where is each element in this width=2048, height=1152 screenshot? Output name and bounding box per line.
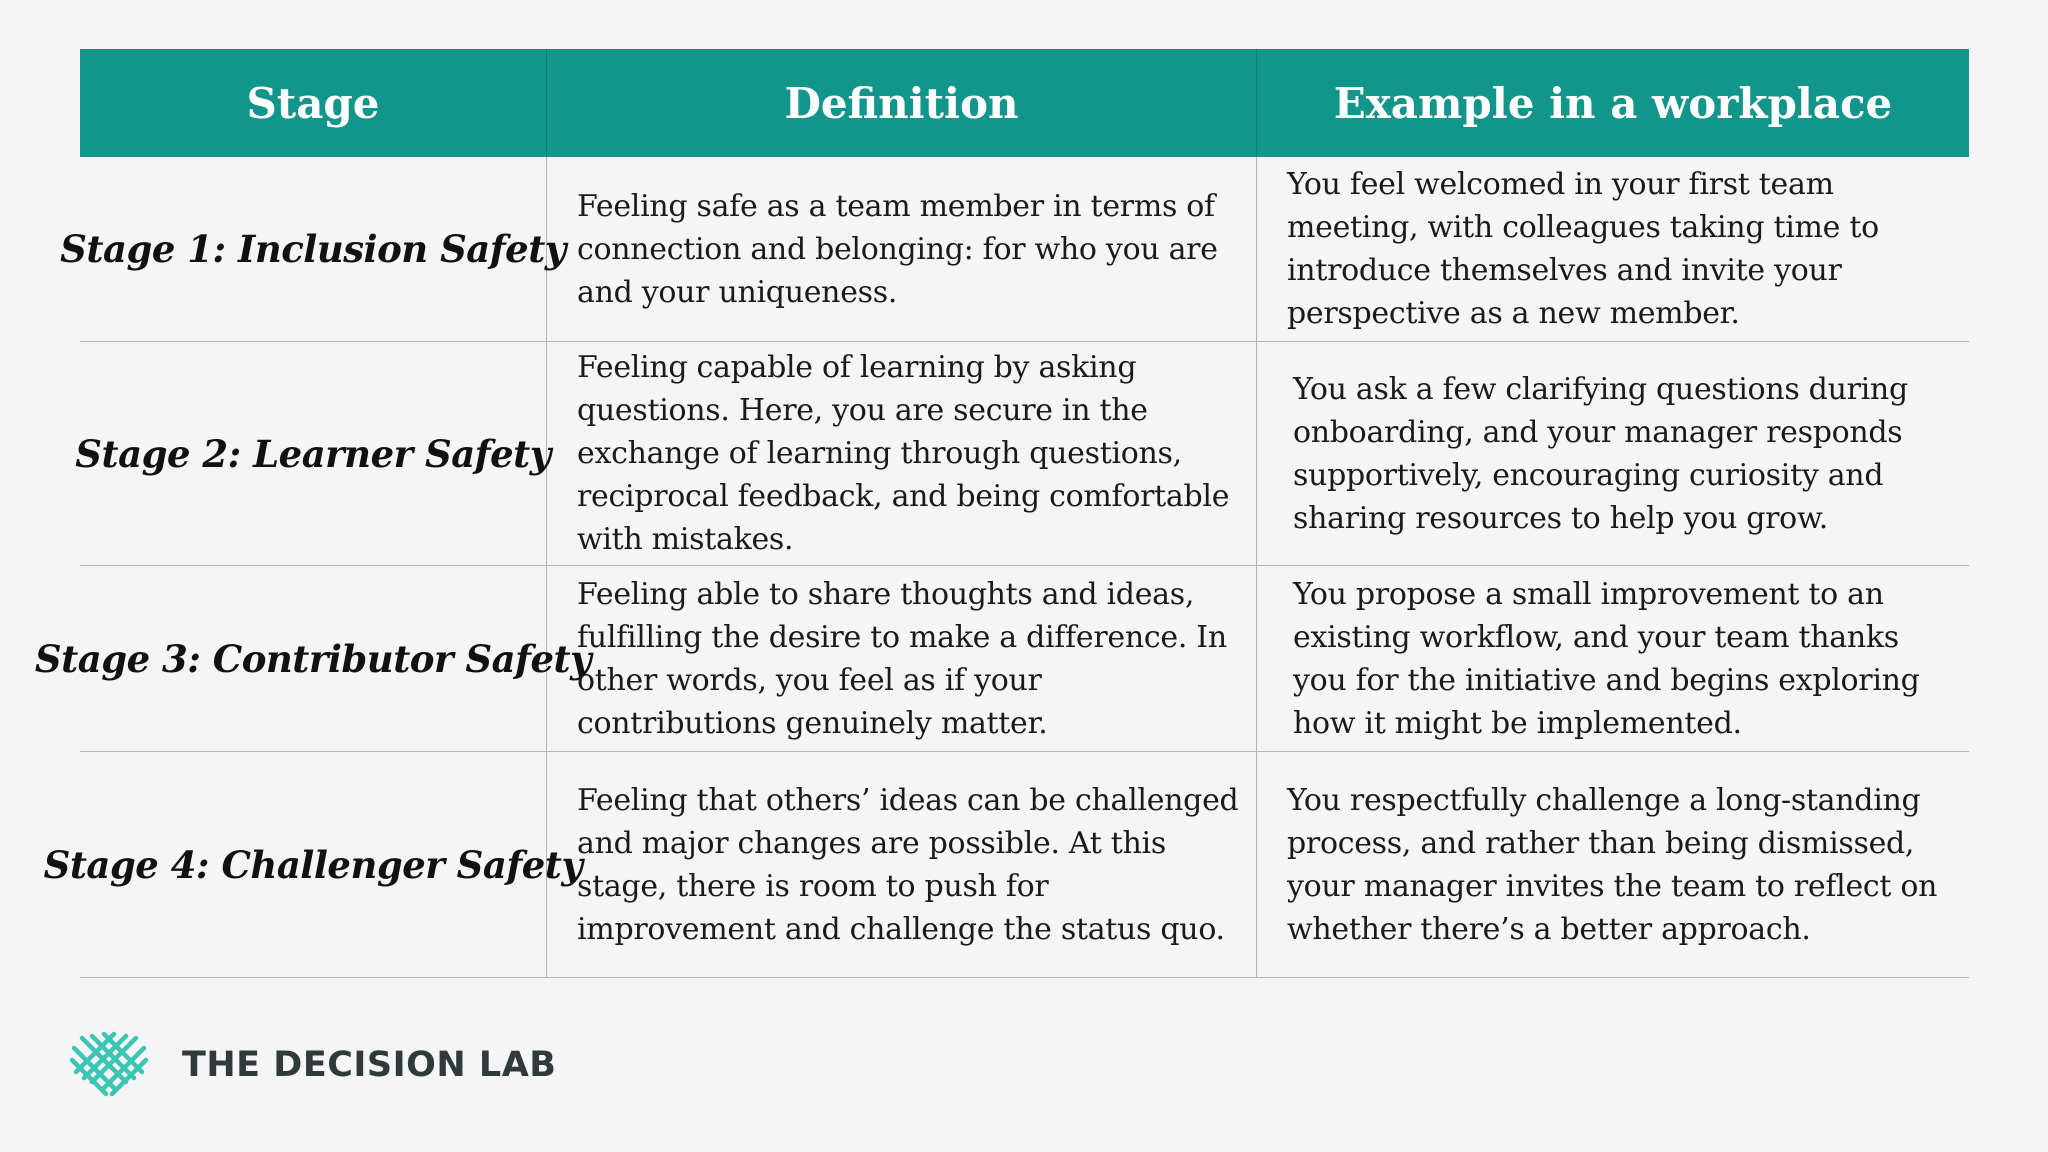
- stage-name: Stage 1: Inclusion Safety: [80, 157, 547, 341]
- stage-definition: Feeling safe as a team member in terms of connection and belonging: for who you are and your uniqueness.: [547, 157, 1257, 341]
- stage-name: Stage 4: Challenger Safety: [80, 752, 547, 977]
- brand-logo: [68, 1030, 556, 1100]
- stage-example: You feel welcomed in your first team meeting, with colleagues taking time to introduce themselves and invite your perspective as a new member.: [1287, 167, 1879, 331]
- stage-name: Stage 2: Learner Safety: [80, 342, 547, 565]
- table-row: [60, 157, 1969, 342]
- table-row: [34, 566, 1969, 752]
- stage-definition: Feeling capable of learning by asking questions. Here, you are secure in the exchange of learning through questions, reciprocal feedback, and being comfortable with mistakes.: [547, 342, 1257, 565]
- crosshatch-logo-icon: [68, 1030, 150, 1100]
- stage-example: You propose a small improvement to an existing workflow, and your team thanks you for the initiative and begins exploring how it might be implemented.: [1293, 576, 1920, 741]
- stages-table: [34, 49, 1969, 978]
- header-example: Example in a workplace: [1333, 78, 1893, 128]
- table-row: [43, 752, 1969, 978]
- brand-name: THE DECISION LAB: [182, 1045, 557, 1085]
- header-stage: Stage: [80, 49, 547, 157]
- table-header-row: [80, 49, 1969, 157]
- stage-definition: Feeling able to share thoughts and ideas, fulfilling the desire to make a difference. In other words, you feel as if your contributions genuinely matter.: [547, 566, 1257, 751]
- stage-definition: Feeling that others’ ideas can be challenged and major changes are possible. At this stage, there is room to push for improvement and challenge the status quo.: [547, 752, 1257, 977]
- stage-name: Stage 3: Contributor Safety: [80, 566, 547, 751]
- stage-example: You ask a few clarifying questions during onboarding, and your manager responds supportively, encouraging curiosity and sharing resources to help you grow.: [1293, 371, 1908, 536]
- table-row: [75, 342, 1969, 566]
- stage-example: You respectfully challenge a long-standing process, and rather than being dismissed, your manager invites the team to reflect on whether there’s a better approach.: [1287, 782, 1938, 947]
- header-definition: Definition: [547, 49, 1257, 157]
